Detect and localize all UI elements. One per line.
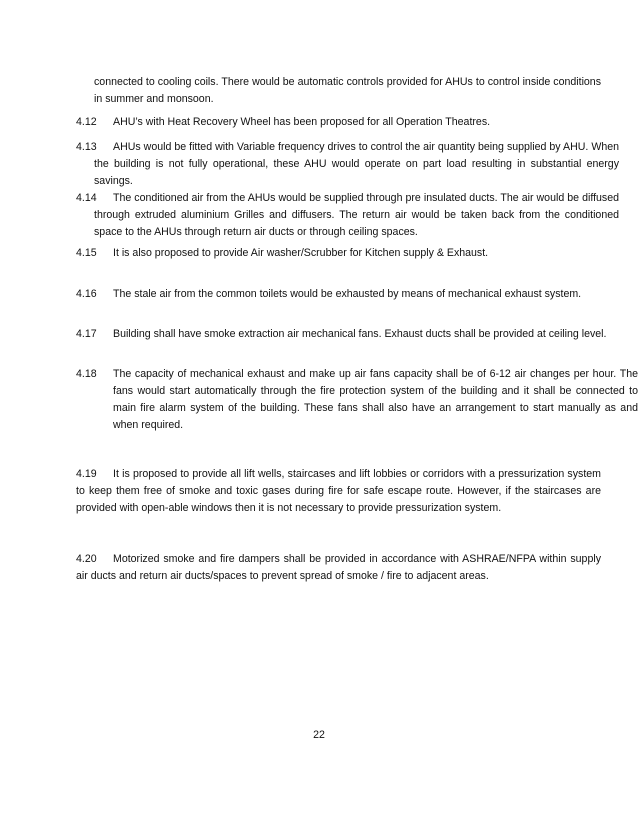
paragraph-number: 4.16 [76,288,97,300]
paragraph-4-12 [76,114,601,131]
paragraph-4-17 [76,326,619,343]
paragraph-text: AHUs would be fitted with Variable frequency drives to control the air quantity being supplied by AHU. When the building is not fully operational, these AHU would operate on part load resulting in substantial energy savings. [94,141,619,187]
page-number: 22 [313,729,325,741]
paragraph-4-19 [76,466,601,517]
paragraph-continuation [94,74,601,108]
paragraph-text: Building shall have smoke extraction air mechanical fans. Exhaust ducts shall be provided at ceiling level. [113,328,607,340]
paragraph-text: Motorized smoke and fire dampers shall be provided in accordance with ASHRAE/NFPA within supply air ducts and return air ducts/spaces to prevent spread of smoke / fire to adjacent areas. [76,553,601,582]
paragraph-4-15 [76,245,601,262]
paragraph-text: connected to cooling coils. There would be automatic controls provided for AHUs to control inside conditions in summer and monsoon. [94,76,601,105]
paragraph-text: AHU’s with Heat Recovery Wheel has been proposed for all Operation Theatres. [113,116,491,128]
paragraph-text: It is also proposed to provide Air washer/Scrubber for Kitchen supply & Exhaust. [113,247,489,259]
paragraph-4-14 [76,190,619,241]
paragraph-number: 4.17 [76,328,97,340]
paragraph-text: The capacity of mechanical exhaust and make up air fans capacity shall be of 6-12 air changes per hour. The fans would start automatically through the fire protection system of the building and it shall be connected to main fire alarm system of the building. These fans shall also have an arrangement to start manually as and when required. [113,368,638,431]
paragraph-number: 4.14 [76,192,97,204]
paragraph-text: The stale air from the common toilets would be exhausted by means of mechanical exhaust system. [113,288,582,300]
paragraph-number: 4.13 [76,141,97,153]
paragraph-number: 4.18 [76,368,97,380]
paragraph-4-18 [76,366,638,434]
paragraph-number: 4.12 [76,116,97,128]
paragraph-number: 4.15 [76,247,97,259]
paragraph-number: 4.19 [76,468,97,480]
paragraph-4-16 [76,286,619,303]
paragraph-4-13 [76,139,619,190]
paragraph-4-20 [76,551,601,585]
paragraph-text: The conditioned air from the AHUs would be supplied through pre insulated ducts. The air would be diffused through extruded aluminium Grilles and diffusers. The return air would be taken back from the conditioned space to the AHUs through return air ducts or through ceiling spaces. [94,192,619,238]
paragraph-number: 4.20 [76,553,97,565]
paragraph-text: It is proposed to provide all lift wells, staircases and lift lobbies or corridors with a pressurization system to keep them free of smoke and toxic gases during fire for safe escape route. However, if the staircases are provided with open-able windows then it is not necessary to provide pressurization system. [76,468,601,514]
